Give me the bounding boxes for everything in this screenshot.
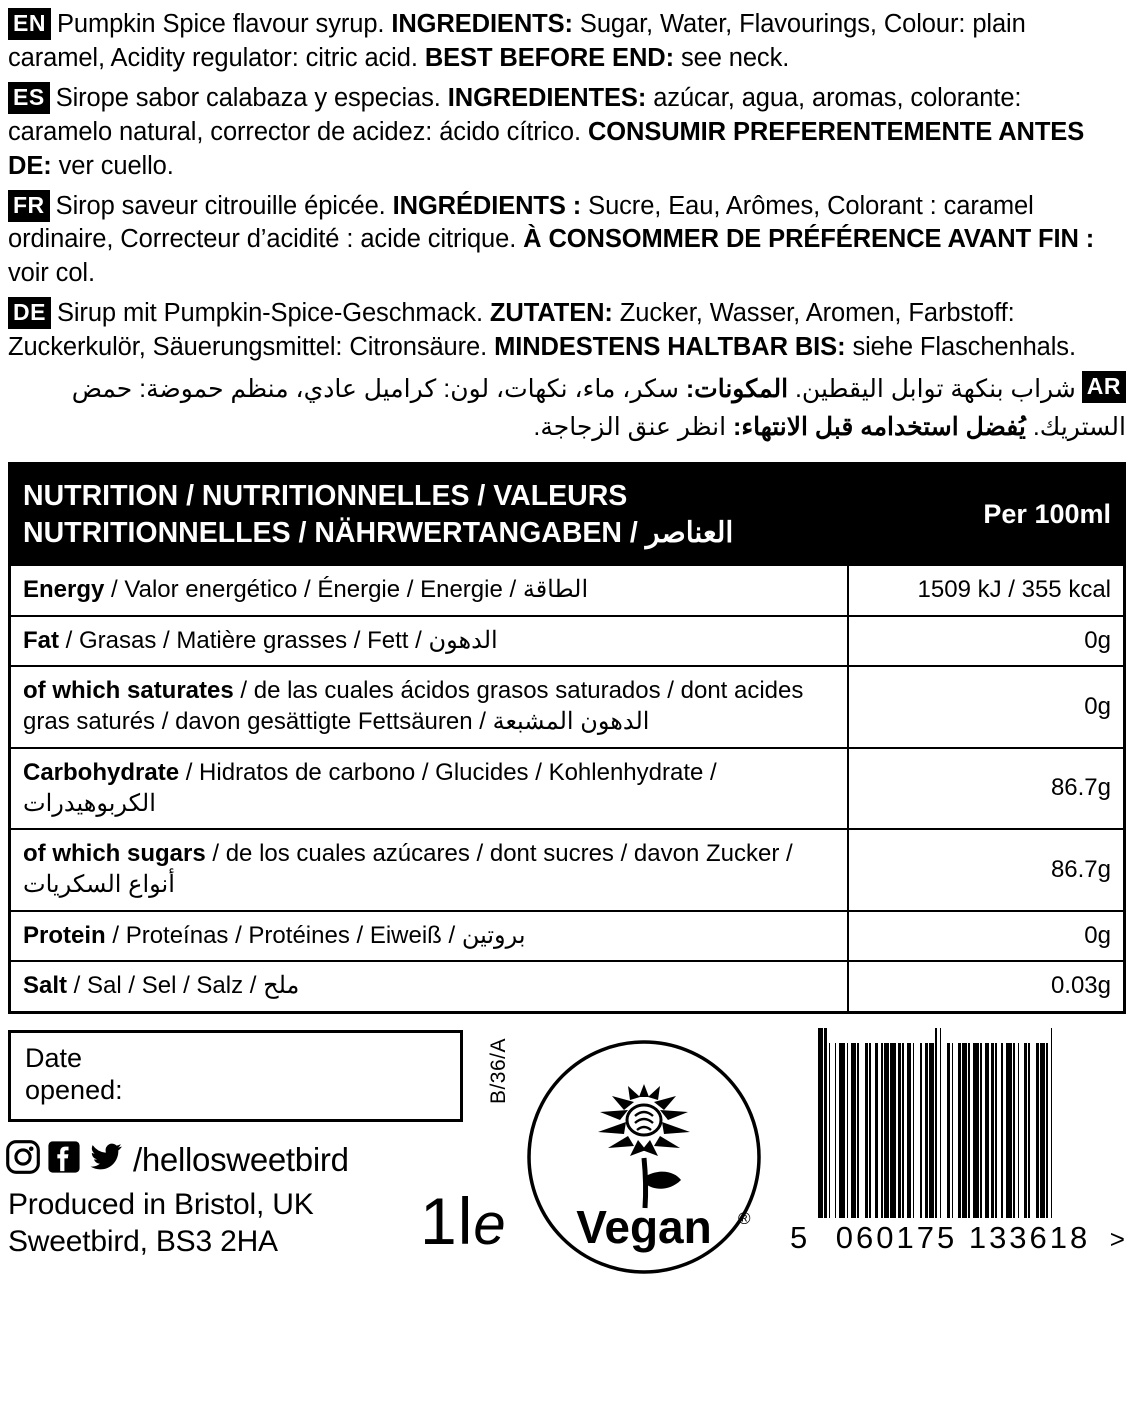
nutrient-value-carbohydrate: 86.7g bbox=[848, 748, 1125, 829]
table-row bbox=[10, 911, 1125, 962]
table-row bbox=[10, 748, 1125, 829]
table-row bbox=[10, 829, 1125, 910]
nutrition-body bbox=[10, 565, 1125, 1013]
vegan-registered-mark: ® bbox=[738, 1209, 751, 1229]
batch-code: B/36/A bbox=[487, 1038, 510, 1105]
ingredients-row-ar bbox=[8, 371, 1126, 446]
estimated-sign: e bbox=[473, 1192, 507, 1258]
table-row bbox=[10, 565, 1125, 616]
barcode-number bbox=[790, 1220, 1130, 1256]
instagram-icon[interactable] bbox=[6, 1140, 40, 1179]
ingredients-text-fr: Sirop saveur citrouille épicée. INGRÉDIENTS : Sucre, Eau, Arômes, Colorant : caramel ordinaire, Correcteur d’acidité : acide citrique. À CONSOMMER DE PRÉFÉRENCE AVANT FIN : voir col. bbox=[8, 191, 1095, 288]
date-opened-box[interactable] bbox=[8, 1030, 463, 1122]
nutrient-label-carbohydrate: Carbohydrate / Hidratos de carbono / Glucides / Kohlenhydrate / الكربوهيدرات bbox=[10, 748, 849, 829]
nutrient-label-saturates: of which saturates / de las cuales ácidos grasos saturados / dont acides gras saturés / davon gesättigte Fettsäuren / الدهون المشبعة bbox=[10, 666, 849, 747]
barcode-area bbox=[790, 1028, 1130, 1256]
date-opened-label-line2: opened: bbox=[25, 1075, 123, 1106]
social-handle: /hellosweetbird bbox=[133, 1140, 349, 1178]
language-tag-de: DE bbox=[8, 297, 51, 329]
address-line-2: Sweetbird, BS3 2HA bbox=[8, 1225, 278, 1259]
nutrient-label-sugars: of which sugars / de los cuales azúcares / dont sucres / davon Zucker / أنواع السكريات bbox=[10, 829, 849, 910]
ingredients-row-es bbox=[8, 82, 1126, 184]
vegan-wordmark: Vegan bbox=[576, 1201, 712, 1254]
nutrient-value-energy: 1509 kJ / 355 kcal bbox=[848, 565, 1125, 616]
nutrition-header-row bbox=[10, 464, 1125, 565]
social-links bbox=[6, 1140, 349, 1179]
nutrient-label-salt: Salt / Sal / Sel / Salz / ملح bbox=[10, 961, 849, 1012]
language-tag-es: ES bbox=[8, 82, 50, 114]
ingredients-section bbox=[0, 0, 1134, 446]
twitter-icon[interactable] bbox=[88, 1140, 124, 1179]
nutrient-value-protein: 0g bbox=[848, 911, 1125, 962]
nutrition-header-label: NUTRITION / NUTRITIONNELLES / VALEURS NUTRITIONNELLES / NÄHRWERTANGABEN / العناصر bbox=[10, 464, 849, 565]
barcode bbox=[818, 1028, 1104, 1218]
barcode-main-digits: 060175 133618 bbox=[835, 1220, 1091, 1256]
ingredients-row-de bbox=[8, 297, 1126, 365]
date-opened-label-line1: Date bbox=[25, 1043, 83, 1074]
nutrient-value-saturates: 0g bbox=[848, 666, 1125, 747]
volume-value: 1l bbox=[420, 1184, 474, 1259]
nutrient-label-energy: Energy / Valor energético / Énergie / Energie / الطاقة bbox=[10, 565, 849, 616]
nutrient-label-protein: Protein / Proteínas / Protéines / Eiweiß / بروتين bbox=[10, 911, 849, 962]
address-line-1: Produced in Bristol, UK bbox=[8, 1188, 314, 1222]
ingredients-row-fr bbox=[8, 190, 1126, 292]
facebook-icon[interactable] bbox=[47, 1140, 81, 1179]
barcode-arrow: > bbox=[1109, 1224, 1128, 1255]
language-tag-ar: AR bbox=[1082, 371, 1126, 403]
language-tag-en: EN bbox=[8, 8, 51, 40]
table-row bbox=[10, 666, 1125, 747]
table-row bbox=[10, 961, 1125, 1012]
ingredients-row-en bbox=[8, 8, 1126, 76]
nutrient-label-fat: Fat / Grasas / Matière grasses / Fett / الدهون bbox=[10, 616, 849, 667]
ingredients-text-ar: شراب بنكهة توابل اليقطين. المكونات: سكر، ماء، نكهات، لون: كراميل عادي، منظم حموضة: حمض الستريك. يُفضل استخدامه قبل الانتهاء: انظر عنق الزجاجة. bbox=[71, 375, 1126, 441]
ingredients-text-es: Sirope sabor calabaza y especias. INGREDIENTES: azúcar, agua, aromas, colorante: caramelo natural, corrector de acidez: ácido cítrico. CONSUMIR PREFERENTEMENTE ANTES DE: ver cuello. bbox=[8, 83, 1085, 180]
nutrient-value-salt: 0.03g bbox=[848, 961, 1125, 1012]
ingredients-text-en: Pumpkin Spice flavour syrup. INGREDIENTS: Sugar, Water, Flavourings, Colour: plain caramel, Acidity regulator: citric acid. BEST BEFORE END: see neck. bbox=[8, 10, 1026, 72]
barcode-lead-digit: 5 bbox=[790, 1220, 811, 1256]
label-footer bbox=[0, 1028, 1134, 1278]
language-tag-fr: FR bbox=[8, 190, 50, 222]
net-volume bbox=[420, 1183, 507, 1259]
vegan-logo bbox=[525, 1038, 763, 1276]
nutrition-table bbox=[8, 462, 1126, 1014]
nutrient-value-fat: 0g bbox=[848, 616, 1125, 667]
producer-address bbox=[8, 1186, 314, 1260]
nutrition-header-per: Per 100ml bbox=[848, 464, 1125, 565]
nutrient-value-sugars: 86.7g bbox=[848, 829, 1125, 910]
ingredients-text-de: Sirup mit Pumpkin-Spice-Geschmack. ZUTATEN: Zucker, Wasser, Aromen, Farbstoff: Zuckerkulör, Säuerungsmittel: Citronsäure. MINDESTENS HALTBAR BIS: siehe Flaschenhals. bbox=[8, 299, 1076, 362]
table-row bbox=[10, 616, 1125, 667]
